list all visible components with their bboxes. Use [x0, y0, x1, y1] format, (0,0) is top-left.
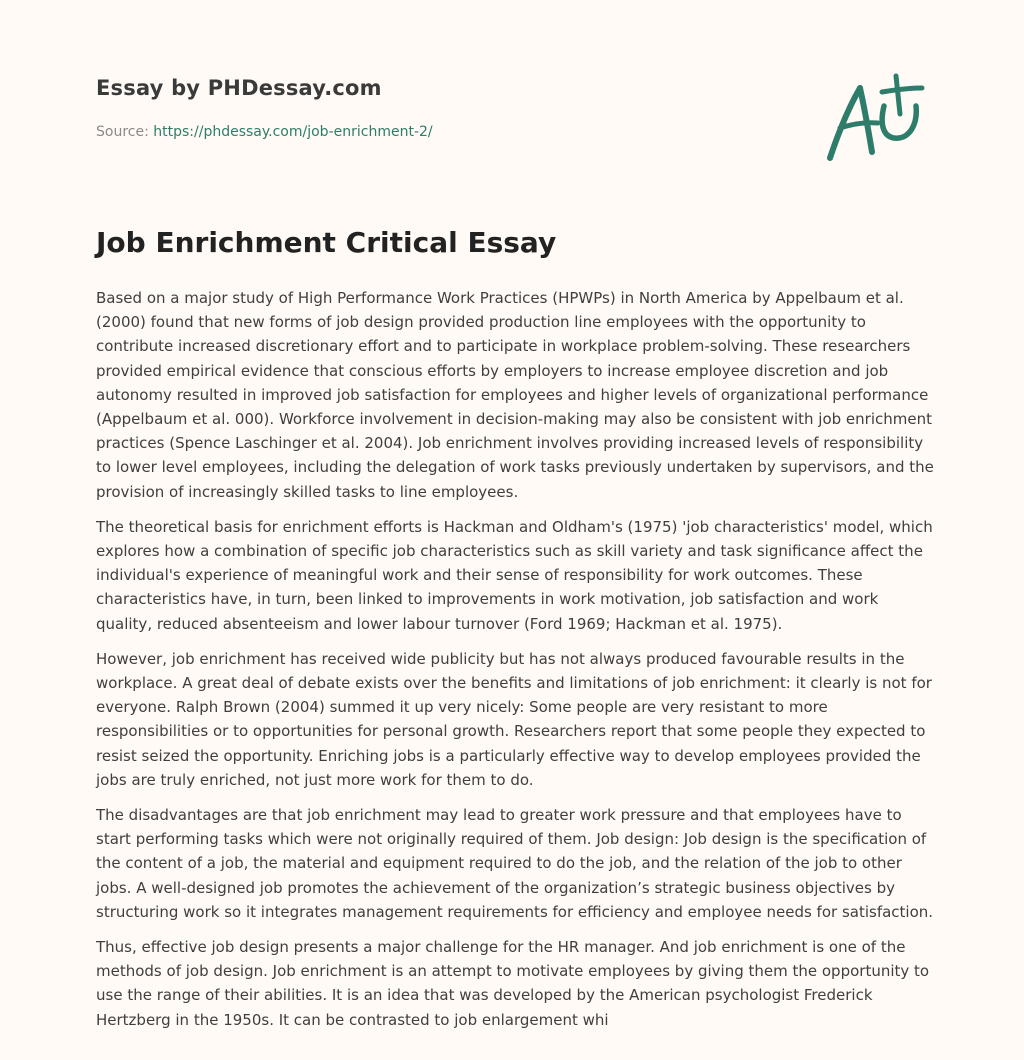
source-link[interactable]: https://phdessay.com/job-enrichment-2/ — [153, 124, 433, 140]
a-plus-logo-icon — [826, 70, 926, 162]
essay-title: Job Enrichment Critical Essay — [96, 226, 557, 259]
essay-paragraph: However, job enrichment has received wide publicity but has not always produced favourable results in the workplace. A great deal of debate exists over the benefits and limitations of job enrichment: it clearly is not for everyone. Ralph Brown (2004) summed it up very nicely: Some people are very resistant to more responsibilities or to opportunities for personal growth. Researchers report that some people they expected to resist seized the opportunity. Enriching jobs is a particularly effective way to develop employees provided the jobs are truly enriched, not just more work for them to do. — [96, 649, 932, 789]
essay-paragraph: Thus, effective job design presents a major challenge for the HR manager. And job enrichment is one of the methods of job design. Job enrichment is an attempt to motivate employees by giving them the opportunity to use the range of their abilities. It is an idea that was developed by the American psychologist Frederick Hertzberg in the 1950s. It can be contrasted to job enlargement whi — [96, 938, 930, 1029]
essay-body — [96, 286, 936, 1043]
essay-paragraph: Based on a major study of High Performance Work Practices (HPWPs) in North America by Appelbaum et al. (2000) found that new forms of job design provided production line employees with the opportunity to contribute increased discretionary effort and to participate in workplace problem-solving. These researchers provided empirical evidence that conscious efforts by employers to increase employee discretion and job autonomy resulted in improved job satisfaction for employees and higher levels of organizational performance (Appelbaum et al. 000). Workforce involvement in decision-making may also be consistent with job enrichment practices (Spence Laschinger et al. 2004). Job enrichment involves providing increased levels of responsibility to lower level employees, including the delegation of work tasks previously undertaken by supervisors, and the provision of increasingly skilled tasks to line employees. — [96, 289, 934, 501]
essay-page — [96, 0, 936, 1060]
source-line — [96, 124, 433, 140]
essay-paragraph: The disadvantages are that job enrichment may lead to greater work pressure and that employees have to start performing tasks which were not originally required of them. Job design: Job design is the specification of the content of a job, the material and equipment required to do the job, and the relation of the job to other jobs. A well-designed job promotes the achievement of the organization’s strategic business objectives by structuring work so it integrates management requirements for efficiency and employee needs for satisfaction. — [96, 806, 934, 921]
site-brand: Essay by PHDessay.com — [96, 76, 382, 100]
source-label: Source: — [96, 124, 149, 140]
essay-paragraph: The theoretical basis for enrichment efforts is Hackman and Oldham's (1975) 'job characteristics' model, which explores how a combination of specific job characteristics such as skill variety and task significance affect the individual's experience of meaningful work and their sense of responsibility for work outcomes. These characteristics have, in turn, been linked to improvements in work motivation, job satisfaction and work quality, reduced absenteeism and lower labour turnover (Ford 1969; Hackman et al. 1975). — [96, 517, 933, 633]
